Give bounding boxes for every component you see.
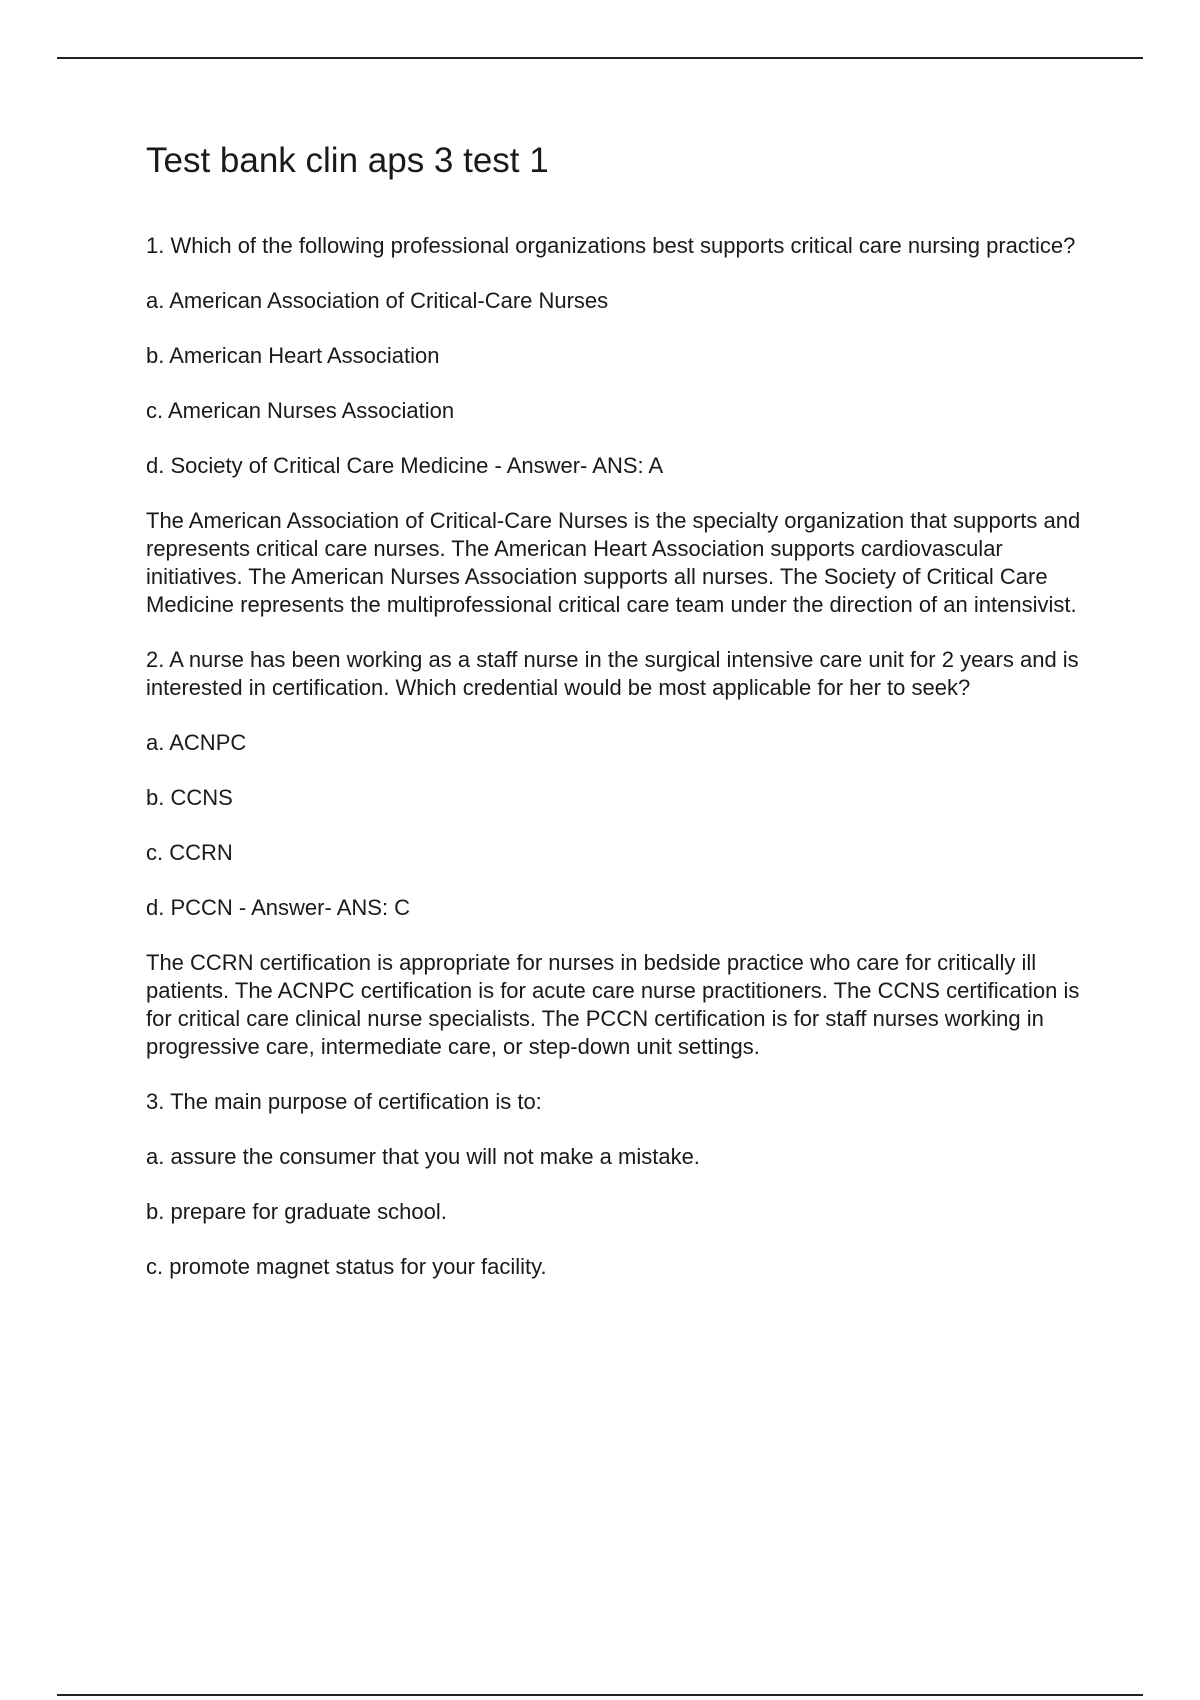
document-body [146,140,1091,1308]
question-1-option-b: b. American Heart Association [146,343,440,368]
question-3-option-a: a. assure the consumer that you will not make a mistake. [146,1144,700,1169]
question-2-option-a: a. ACNPC [146,730,247,755]
question-3: 3. The main purpose of certification is to: [146,1089,542,1114]
question-1-option-a: a. American Association of Critical-Care Nurses [146,288,609,313]
header-rule [57,57,1143,59]
question-1-option-d-answer: d. Society of Critical Care Medicine - Answer- ANS: A [146,453,664,478]
question-3-option-b: b. prepare for graduate school. [146,1199,447,1224]
question-1-rationale: The American Association of Critical-Care Nurses is the specialty organization that supports and represents critical care nurses. The American Heart Association supports cardiovascular initiatives. The American Nurses Association supports all nurses. The Society of Critical Care Medicine represents the multiprofessional critical care team under the direction of an intensivist. [146,508,1081,617]
question-1: 1. Which of the following professional organizations best supports critical care nursing practice? [146,233,1076,258]
question-2: 2. A nurse has been working as a staff nurse in the surgical intensive care unit for 2 years and is interested in certification. Which credential would be most applicable for her to seek? [146,647,1079,700]
footer-rule [57,1694,1143,1696]
question-3-option-c: c. promote magnet status for your facility. [146,1254,547,1279]
question-2-option-c: c. CCRN [146,840,233,865]
question-1-option-c: c. American Nurses Association [146,398,455,423]
question-2-option-b: b. CCNS [146,785,233,810]
question-2-rationale: The CCRN certification is appropriate for nurses in bedside practice who care for critically ill patients. The ACNPC certification is for acute care nurse practitioners. The CCNS certification is for critical care clinical nurse specialists. The PCCN certification is for staff nurses working in progressive care, intermediate care, or step-down unit settings. [146,950,1080,1059]
question-2-option-d-answer: d. PCCN - Answer- ANS: C [146,895,411,920]
page-title: Test bank clin aps 3 test 1 [146,141,549,180]
